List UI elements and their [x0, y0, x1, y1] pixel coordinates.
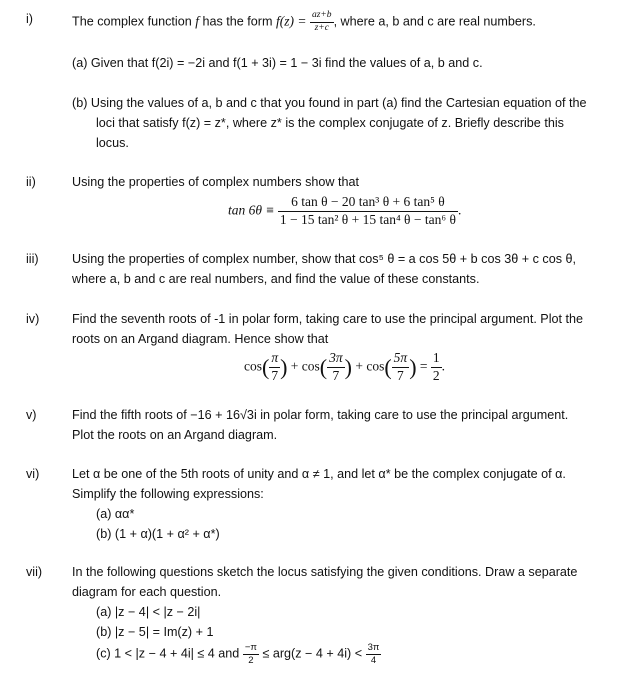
- cos-function: cos: [244, 358, 262, 374]
- equation-lhs: tan 6θ ≡: [228, 202, 275, 218]
- question-6-line: Simplify the following expressions:: [72, 487, 264, 501]
- equation-denominator: 1 − 15 tan² θ + 15 tan⁴ θ − tan⁶ θ: [279, 211, 456, 227]
- cos-function: cos: [366, 358, 385, 374]
- fraction-denominator: z+c: [314, 22, 329, 33]
- question-7-part-c: [96, 642, 616, 667]
- question-1-part-a: (a) Given that f(2i) = −2i and f(1 + 3i) = 1 − 3i find the values of a, b and c.: [72, 56, 483, 70]
- question-3-line: Using the properties of complex number, show that cos⁵ θ = a cos 5θ + b cos 3θ + c cos θ,: [72, 252, 576, 266]
- part-c-text: (c) 1 < |z − 4 + 4i| ≤ 4 and: [96, 646, 240, 661]
- question-2-text: Using the properties of complex numbers show that: [72, 175, 359, 189]
- intro-text: , where a, b and c are real numbers.: [333, 14, 536, 29]
- question-1-part-b-line: (b) Using the values of a, b and c that you found in part (a) find the Cartesian equation of the: [72, 96, 587, 110]
- angle-denominator: 7: [271, 367, 279, 383]
- question-number: i): [26, 12, 33, 26]
- part-c-text: ≤ arg(z − 4 + 4i) <: [262, 646, 363, 661]
- equation-fraction: [278, 194, 458, 229]
- question-number: ii): [26, 175, 36, 189]
- angle-fraction: [269, 350, 280, 385]
- equation-numerator: 6 tan θ − 20 tan³ θ + 6 tan⁵ θ: [278, 194, 458, 212]
- function-fraction: [310, 10, 334, 35]
- cosine-sum-equation: cos( $\frac{\pi}{7}$ ) + cos( $\frac{3\pi}{7}$ ) + cos( $\frac{5\pi}{7}$ ) = $\frac{1}{2}$ .: [244, 350, 446, 383]
- result-fraction: [431, 350, 442, 385]
- question-7-line: In the following questions sketch the locus satisfying the given conditions. Draw a separate: [72, 565, 578, 579]
- question-1-intro: [72, 10, 622, 35]
- function-expression: f(z) =: [275, 13, 307, 29]
- question-number: vii): [26, 565, 43, 579]
- cos-function: cos: [301, 358, 320, 374]
- result-denominator: 2: [432, 367, 440, 383]
- equation-end: .: [457, 202, 462, 218]
- question-1-part-b-line: locus.: [96, 136, 129, 150]
- question-5-line: Find the fifth roots of −16 + 16√3i in polar form, taking care to use the principal argument.: [72, 408, 569, 422]
- fraction-numerator: az+b: [310, 10, 334, 23]
- question-number: iv): [26, 312, 40, 326]
- question-6-part-a: (a) αα*: [96, 507, 135, 521]
- plus-sign: +: [355, 358, 363, 374]
- fraction-denominator: 2: [248, 654, 254, 666]
- angle-fraction: [327, 350, 345, 385]
- angle-numerator: 3π: [327, 350, 345, 368]
- question-7-line: diagram for each question.: [72, 585, 222, 599]
- question-1-part-b-line: loci that satisfy f(z) = z*, where z* is the complex conjugate of z. Briefly describe this: [96, 116, 564, 130]
- fraction-denominator: 4: [370, 654, 377, 666]
- intro-text: has the form: [202, 14, 273, 29]
- equals-sign: =: [419, 358, 428, 374]
- angle-denominator: 7: [397, 367, 404, 383]
- question-4-line: Find the seventh roots of -1 in polar form, taking care to use the principal argument. Plot the: [72, 312, 584, 326]
- question-4-line: roots on an Argand diagram. Hence show that: [72, 332, 329, 346]
- question-number: iii): [26, 252, 39, 266]
- question-number: vi): [26, 467, 40, 481]
- result-numerator: 1: [431, 350, 442, 368]
- question-5-line: Plot the roots on an Argand diagram.: [72, 428, 278, 442]
- angle-fraction: [392, 350, 410, 385]
- angle-denominator: 7: [332, 367, 340, 383]
- fraction-numerator: 3π: [367, 642, 380, 653]
- function-symbol: f: [195, 13, 199, 29]
- question-7-part-a: (a) |z − 4| < |z − 2i|: [96, 605, 201, 619]
- equation-end: .: [441, 358, 446, 374]
- intro-text: The complex function: [72, 14, 192, 29]
- fraction-numerator: −π: [244, 642, 257, 653]
- tan-identity-equation: [228, 194, 461, 229]
- question-7-part-b: (b) |z − 5| = Im(z) + 1: [96, 625, 214, 639]
- upper-bound-fraction: [366, 642, 382, 667]
- angle-numerator: π: [269, 350, 280, 368]
- angle-numerator: 5π: [392, 350, 410, 368]
- plus-sign: +: [290, 358, 299, 374]
- question-number: v): [26, 408, 37, 422]
- question-6-line: Let α be one of the 5th roots of unity and α ≠ 1, and let α* be the complex conjugate of α.: [72, 467, 566, 481]
- question-3-line: where a, b and c are real numbers, and find the value of these constants.: [72, 272, 480, 286]
- question-6-part-b: (b) (1 + α)(1 + α² + α*): [96, 527, 220, 541]
- lower-bound-fraction: [243, 642, 259, 667]
